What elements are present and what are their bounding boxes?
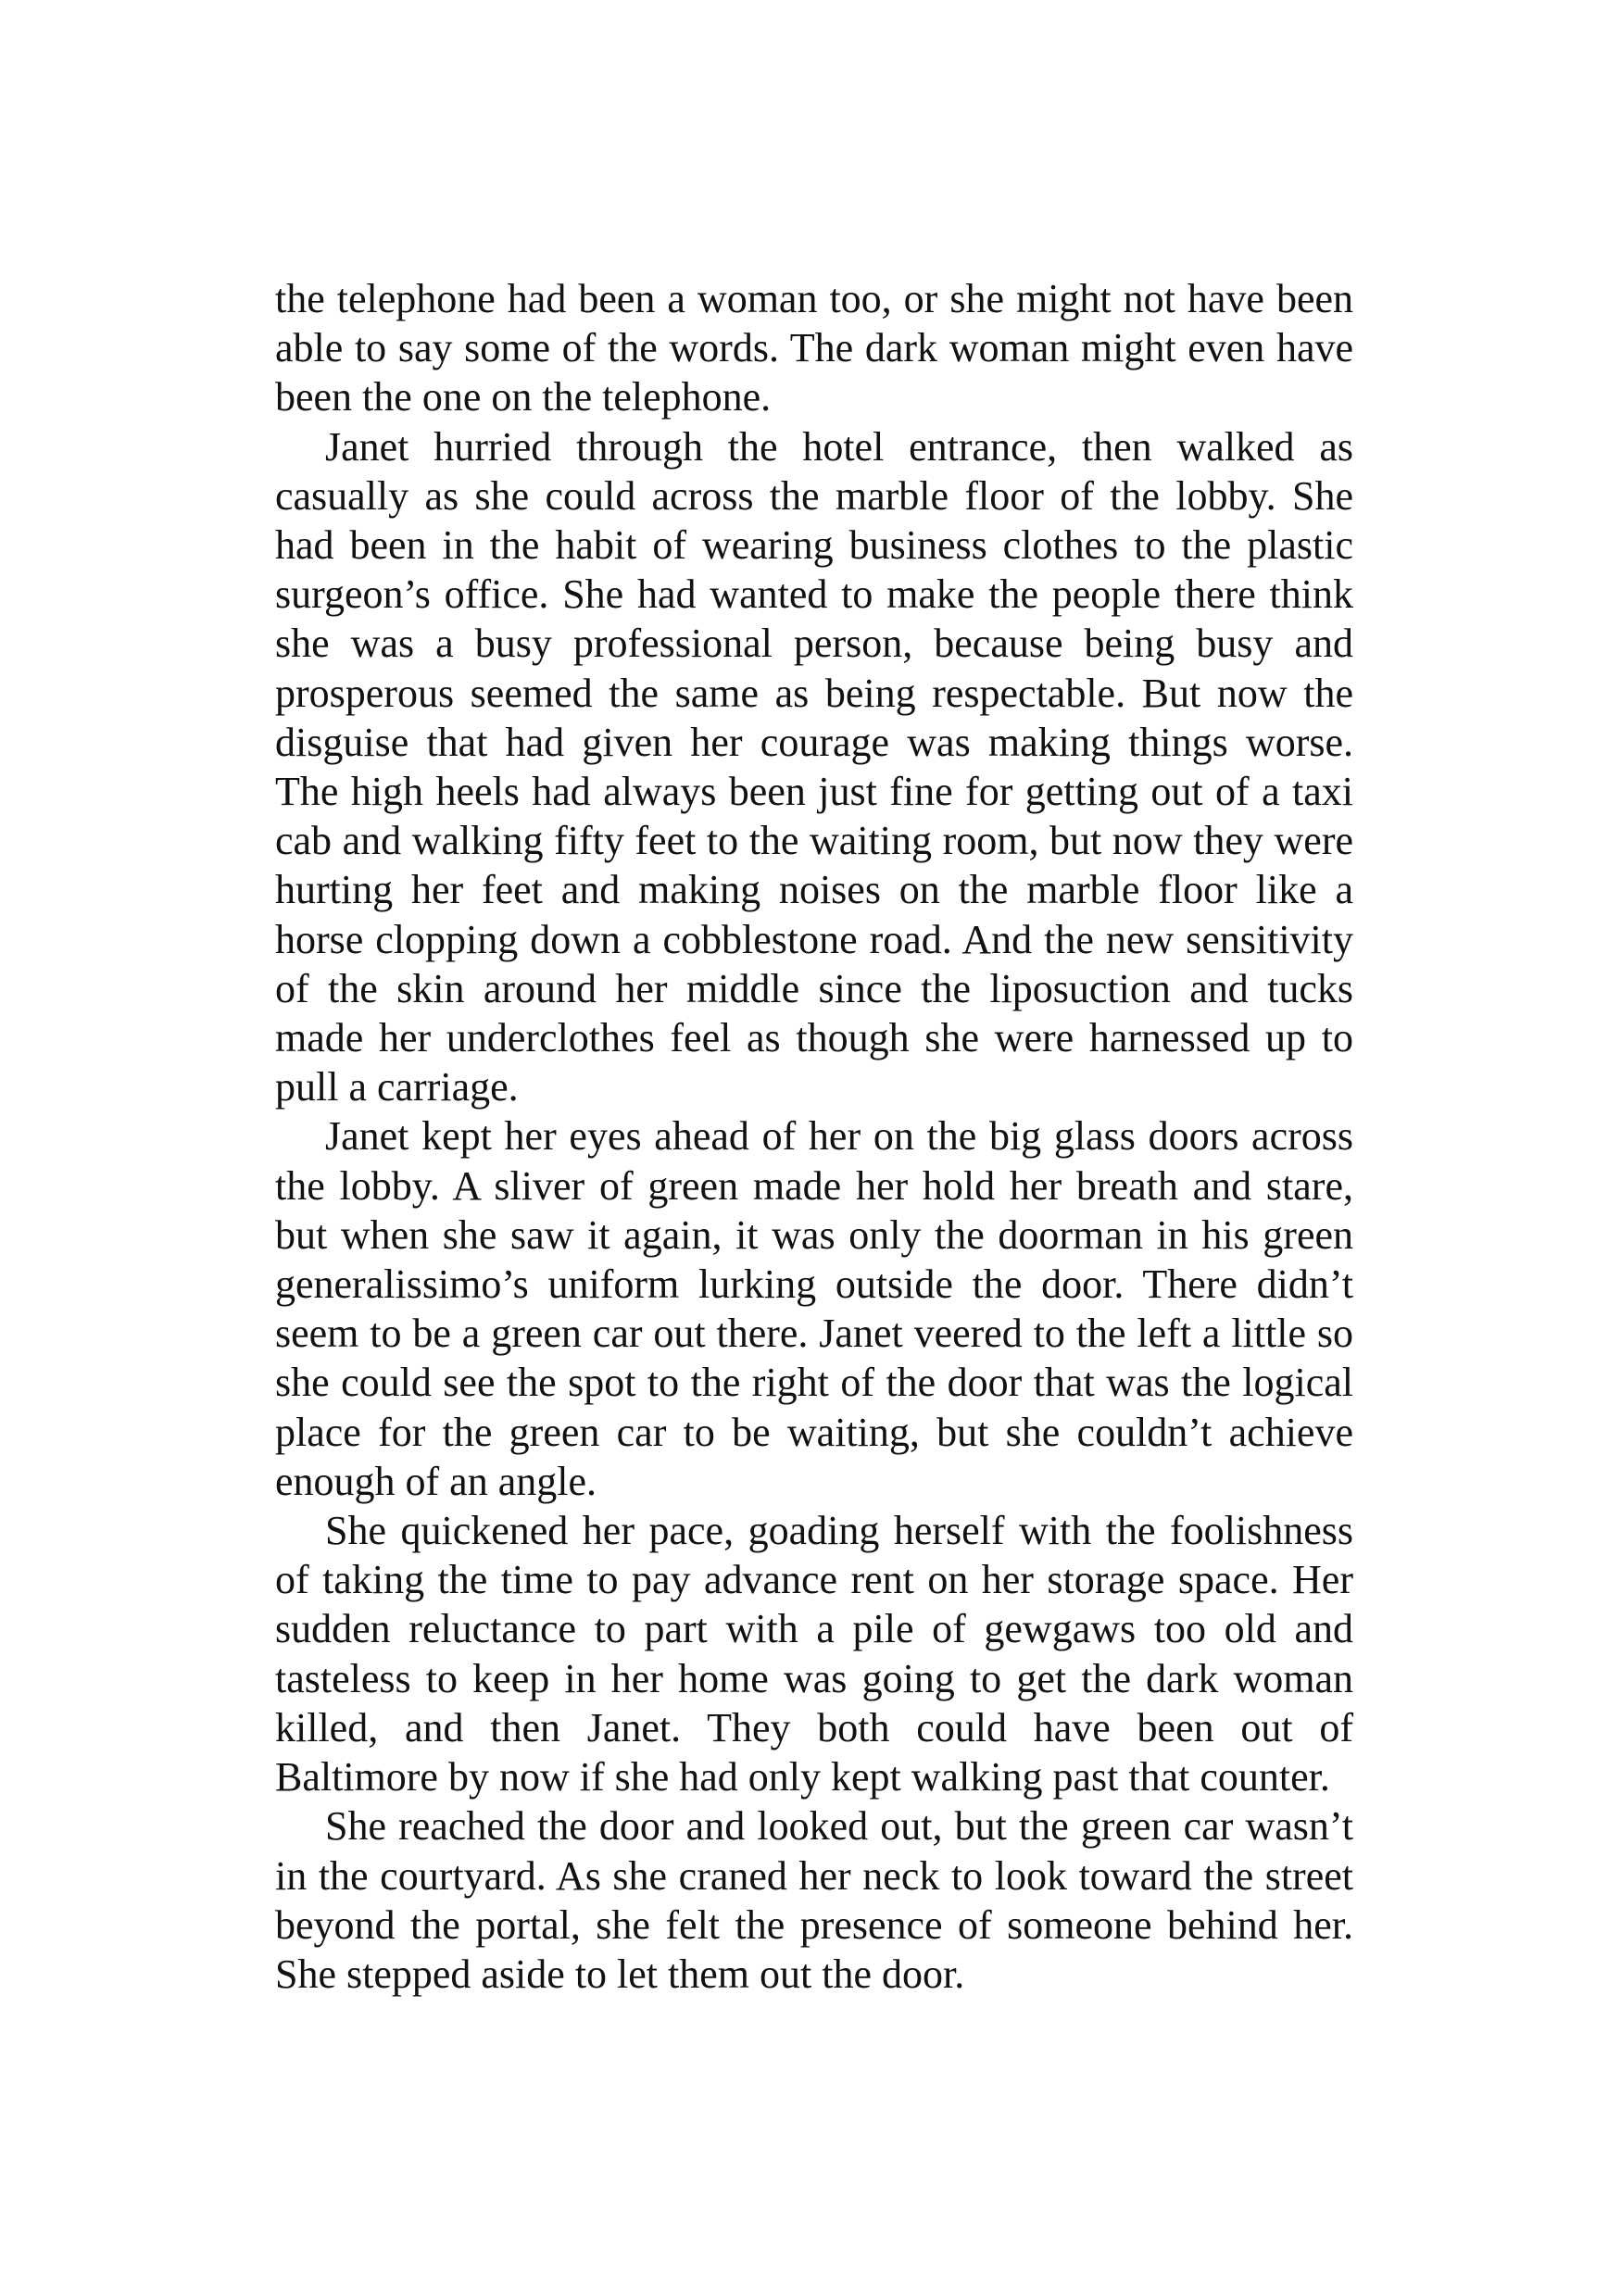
paragraph-5: She reached the door and looked out, but the green car wasn’t in the courtyard. As she craned her neck to look toward the street beyond the portal, she felt the presence of someone behind her. She stepped aside to let them out the door. <box>275 1803 1353 1997</box>
paragraph-2: Janet hurried through the hotel entrance, then walked as casually as she could across the marble floor of the lobby. She had been in the habit of wearing business clothes to the plastic surgeon’s office. She had wanted to make the people there think she was a busy professional person, because being busy and prosperous seemed the same as being respectable. But now the disguise that had given her courage was making things worse. The high heels had always been just fine for getting out of a taxi cab and walking fifty feet to the waiting room, but now they were hurting her feet and making noises on the marble floor like a horse clopping down a cobblestone road. And the new sensitivity of the skin around her middle since the liposuction and tucks made her underclothes feel as though she were harnessed up to pull a carriage. <box>275 423 1353 1110</box>
paragraph-1: the telephone had been a woman too, or she might not have been able to say some of the words. The dark woman might even have been the one on the telephone. <box>275 276 1353 420</box>
paragraph-4: She quickened her pace, goading herself with the foolishness of taking the time to pay advance rent on her storage space. Her sudden reluctance to part with a pile of gewgaws too old and tasteless to keep in her home was going to get the dark woman killed, and then Janet. They both could have been out of Baltimore by now if she had only kept walking past that counter. <box>275 1508 1353 1800</box>
paragraph-3: Janet kept her eyes ahead of her on the big glass doors across the lobby. A sliver of green made her hold her breath and stare, but when she saw it again, it was only the doorman in his green generalissimo’s uniform lurking outside the door. There didn’t seem to be a green car out there. Janet veered to the left a little so she could see the spot to the right of the door that was the logical place for the green car to be waiting, but she couldn’t achieve enough of an angle. <box>275 1113 1353 1504</box>
body-text <box>275 274 1353 1999</box>
